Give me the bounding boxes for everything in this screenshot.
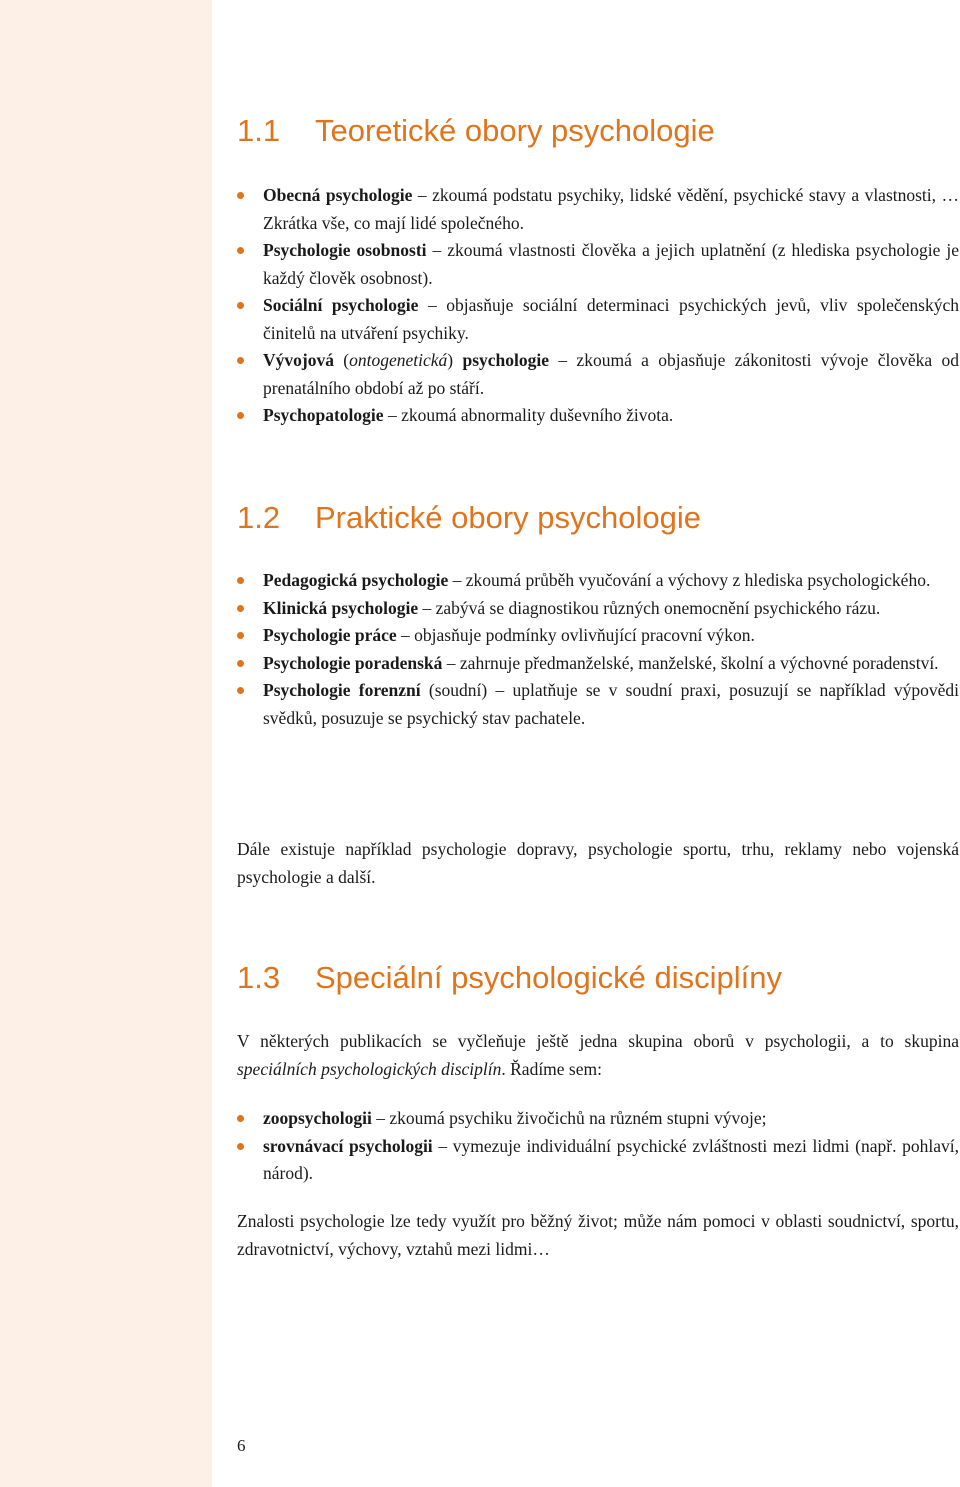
list-special-disciplines [237,1105,959,1188]
paragraph-special-intro: V některých publikacích se vyčleňuje ještě jedna skupina oborů v psychologii, a to skupina speciálních psychologických disciplín. Řadíme sem: [237,1031,959,1079]
list-theoretical-fields [237,182,959,430]
list-item: Psychopatologie – zkoumá abnormality duševního života. [237,402,959,430]
list-item: zoopsychologii – zkoumá psychiku živočichů na různém stupni vývoje; [237,1105,959,1133]
page-side-margin [0,0,212,1487]
list-item: Pedagogická psychologie – zkoumá průběh vyučování a výchovy z hlediska psychologického. [237,567,959,595]
list-item: Sociální psychologie – objasňuje sociální determinaci psychických jevů, vliv společenských činitelů na utváření psychiky. [237,292,959,347]
section-heading-1-3: 1.3 Speciální psychologické disciplíny [237,960,782,995]
list-item: Klinická psychologie – zabývá se diagnostikou různých onemocnění psychického rázu. [237,595,959,623]
list-item: Psychologie osobnosti – zkoumá vlastnosti člověka a jejich uplatnění (z hlediska psychologie je každý člověk osobnost). [237,237,959,292]
list-item: Psychologie forenzní (soudní) – uplatňuje se v soudní praxi, posuzují se například výpovědi svědků, posuzuje se psychický stav pachatele. [237,677,959,732]
section-heading-1-2: 1.2 Praktické obory psychologie [237,500,701,535]
list-item: Psychologie práce – objasňuje podmínky ovlivňující pracovní výkon. [237,622,959,650]
list-practical-fields [237,567,959,732]
list-item: Vývojová (ontogenetická) psychologie – zkoumá a objasňuje zákonitosti vývoje člověka od prenatálního období až po stáří. [237,347,959,402]
list-item: srovnávací psychologii – vymezuje individuální psychické zvláštnosti mezi lidmi (např. pohlaví, národ). [237,1133,959,1188]
page-number: 6 [237,1436,246,1455]
paragraph-other-fields: Dále existuje například psychologie dopravy, psychologie sportu, trhu, reklamy nebo vojenská psychologie a další. [237,839,959,887]
section-heading-1-1: 1.1 Teoretické obory psychologie [237,113,715,148]
paragraph-conclusion: Znalosti psychologie lze tedy využít pro běžný život; může nám pomoci v oblasti soudnictví, sportu, zdravotnictví, výchovy, vztahů mezi lidmi… [237,1211,959,1259]
list-item: Psychologie poradenská – zahrnuje předmanželské, manželské, školní a výchovné poradenství. [237,650,959,678]
list-item: Obecná psychologie – zkoumá podstatu psychiky, lidské vědění, psychické stavy a vlastnosti, … Zkrátka vše, co mají lidé společného. [237,182,959,237]
